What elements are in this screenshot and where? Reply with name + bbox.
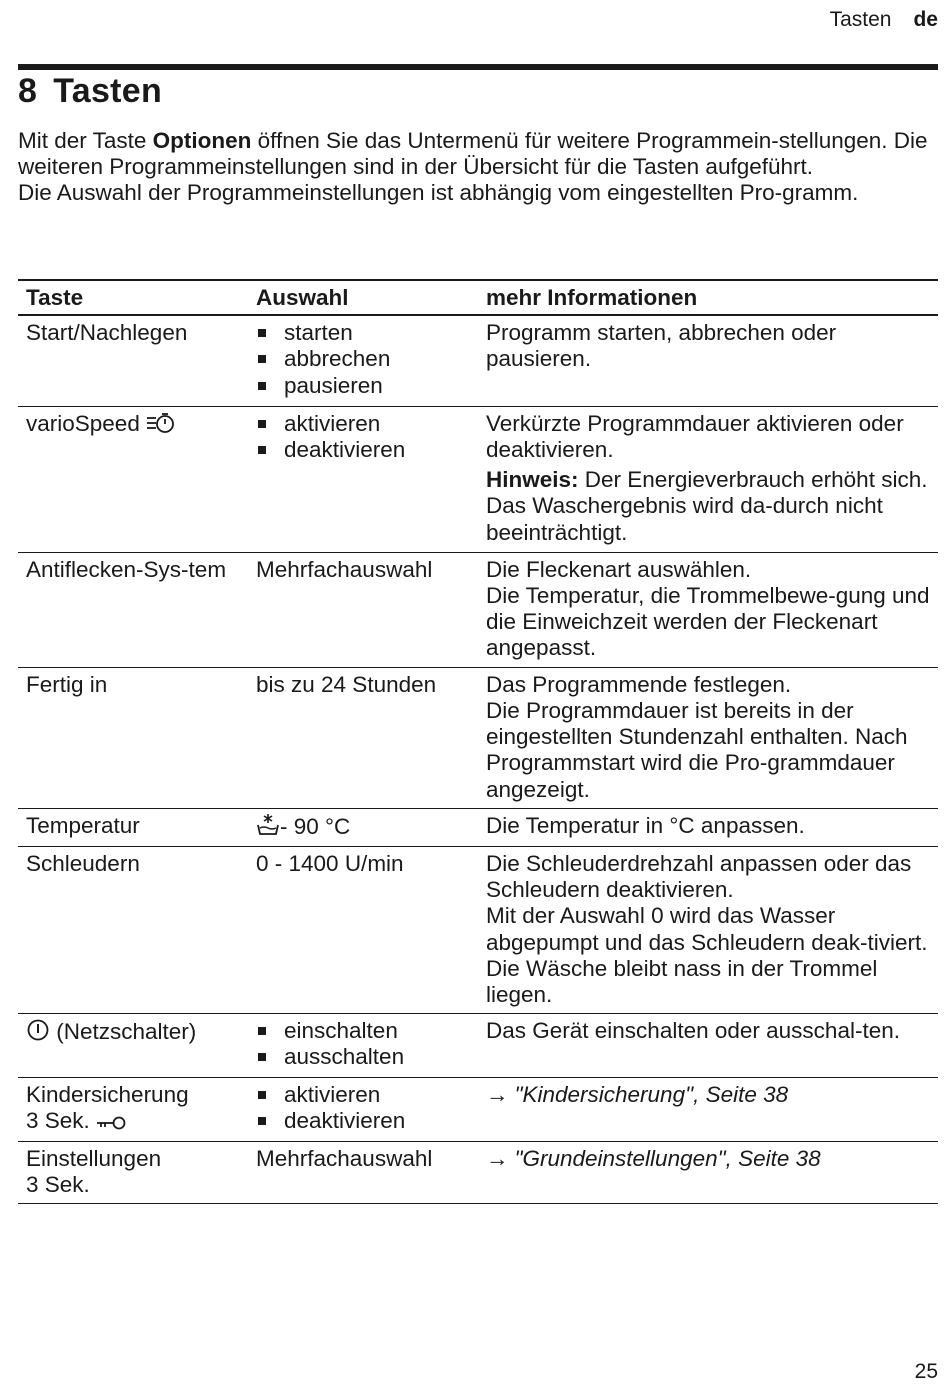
list-item: aktivieren [256, 1082, 470, 1108]
key-icon [96, 1111, 126, 1137]
running-header-section: Tasten [829, 8, 892, 31]
intro-paragraph-1 [18, 128, 938, 180]
row-key [18, 406, 248, 552]
list-item: aktivieren [256, 411, 470, 437]
table-row [18, 1013, 938, 1077]
row-info-text: Die Schleuderdrehzahl anpassen oder das Schleudern deaktivieren. [486, 850, 912, 903]
row-info [478, 1077, 938, 1141]
intro-text [18, 128, 938, 207]
header-info: mehr Informationen [486, 285, 698, 310]
keys-table [18, 279, 938, 1204]
row-key-text: varioSpeed [26, 410, 140, 436]
row-selection [248, 1077, 478, 1141]
intro-p1-bold: Optionen [152, 128, 252, 153]
table-row [18, 315, 938, 406]
intro-paragraph-2: Die Auswahl der Programmeinstellungen ist abhängig vom eingestellten Pro-gramm. [18, 180, 859, 206]
row-info-text-2: Die Temperatur, die Trommelbewe-gung und die Einweichzeit werden der Fleckenart angepasst. [486, 582, 930, 661]
intro-p1-start: Mit der Taste [18, 128, 153, 153]
row-key-hold-time: 3 Sek. [26, 1172, 90, 1198]
row-key-hold-time: 3 Sek. [26, 1108, 90, 1134]
arrow-right-icon: → [486, 1081, 509, 1107]
cross-reference-link[interactable] [486, 1082, 788, 1107]
table-row [18, 808, 938, 846]
row-info-text-2: Mit der Auswahl 0 wird das Wasser abgepumpt und das Schleudern deak-tiviert. Die Wäsche bleibt nass in der Trommel liegen. [486, 903, 928, 1008]
list-item: pausieren [256, 373, 470, 399]
list-item: deaktivieren [256, 1108, 470, 1134]
variospeed-icon [146, 412, 176, 440]
row-selection [248, 315, 478, 406]
note-text: Der Energieverbrauch erhöht sich. Das Waschergebnis wird da-durch nicht beeinträchtigt. [486, 467, 928, 545]
note [486, 467, 930, 546]
chapter-number: 8 [18, 72, 38, 110]
option-list [256, 411, 470, 464]
note-label: Hinweis: [486, 467, 579, 493]
chapter-title [18, 72, 162, 111]
top-rule [18, 64, 938, 70]
row-selection: Mehrfachauswahl [256, 1145, 433, 1171]
row-info-text: Die Fleckenart auswählen. [486, 556, 752, 582]
arrow-right-icon: → [486, 1145, 509, 1171]
row-selection: Mehrfachauswahl [256, 556, 433, 582]
cross-reference-text: "Kindersicherung", Seite 38 [514, 1081, 789, 1107]
intro-p1-end: öffnen Sie das Untermenü für weitere Programmein-stellungen. Die weiteren Programmeinstellungen sind in der Übersicht für die Tasten aufgeführt. [18, 128, 928, 180]
header-taste: Taste [26, 285, 84, 310]
list-item: ausschalten [256, 1044, 470, 1070]
row-key [18, 1141, 248, 1203]
row-key-text: Kindersicherung [26, 1081, 189, 1107]
table-row [18, 846, 938, 1013]
table-row [18, 667, 938, 808]
row-info: Die Temperatur in °C anpassen. [486, 812, 805, 838]
row-key: Start/Nachlegen [26, 320, 188, 345]
row-key-text: (Netzschalter) [56, 1018, 197, 1044]
cross-reference-text: "Grundeinstellungen", Seite 38 [514, 1145, 821, 1171]
row-info: Das Gerät einschalten oder ausschal-ten. [486, 1017, 900, 1043]
row-selection [248, 808, 478, 846]
row-key: Temperatur [26, 812, 140, 838]
row-info: Programm starten, abbrechen oder pausieren. [486, 320, 837, 372]
cross-reference-link[interactable] [486, 1146, 821, 1171]
list-item: deaktivieren [256, 437, 470, 463]
running-header [830, 8, 938, 32]
chapter-title-text: Tasten [53, 72, 163, 110]
power-icon [26, 1018, 50, 1048]
row-selection [248, 406, 478, 552]
row-info [478, 552, 938, 667]
row-key-text-2 [26, 1108, 240, 1137]
row-key: Schleudern [26, 850, 140, 876]
row-selection-text: - 90 °C [280, 813, 351, 839]
row-key-text: Einstellungen [26, 1145, 162, 1171]
row-info [478, 406, 938, 552]
row-selection: 0 - 1400 U/min [256, 850, 404, 876]
page-number: 25 [914, 1360, 938, 1383]
option-list [256, 1018, 470, 1071]
list-item: starten [256, 320, 470, 346]
cold-wash-icon [256, 813, 280, 843]
table-header-row [18, 280, 938, 315]
row-info [478, 1141, 938, 1203]
option-list [256, 1082, 470, 1135]
running-header-language: de [913, 8, 938, 31]
row-info-text: Verkürzte Programmdauer aktivieren oder deaktivieren. [486, 410, 904, 462]
table-row [18, 1077, 938, 1141]
row-key: Fertig in [26, 671, 108, 697]
table-row [18, 406, 938, 552]
list-item: abbrechen [256, 346, 470, 372]
table-row [18, 552, 938, 667]
row-info-text: Das Programmende festlegen. [486, 671, 792, 697]
header-auswahl: Auswahl [256, 285, 349, 310]
row-selection: bis zu 24 Stunden [256, 671, 437, 697]
row-key: Antiflecken-Sys-tem [26, 556, 227, 582]
row-info-text-2: Die Programmdauer ist bereits in der eingestellten Stundenzahl enthalten. Nach Programmstart wird die Pro-grammdauer angezeigt. [486, 697, 908, 802]
row-info [478, 846, 938, 1013]
table-row [18, 1141, 938, 1203]
row-key [18, 1013, 248, 1077]
row-selection [248, 1013, 478, 1077]
option-list [256, 320, 470, 399]
row-info [478, 667, 938, 808]
list-item: einschalten [256, 1018, 470, 1044]
row-key [18, 1077, 248, 1141]
